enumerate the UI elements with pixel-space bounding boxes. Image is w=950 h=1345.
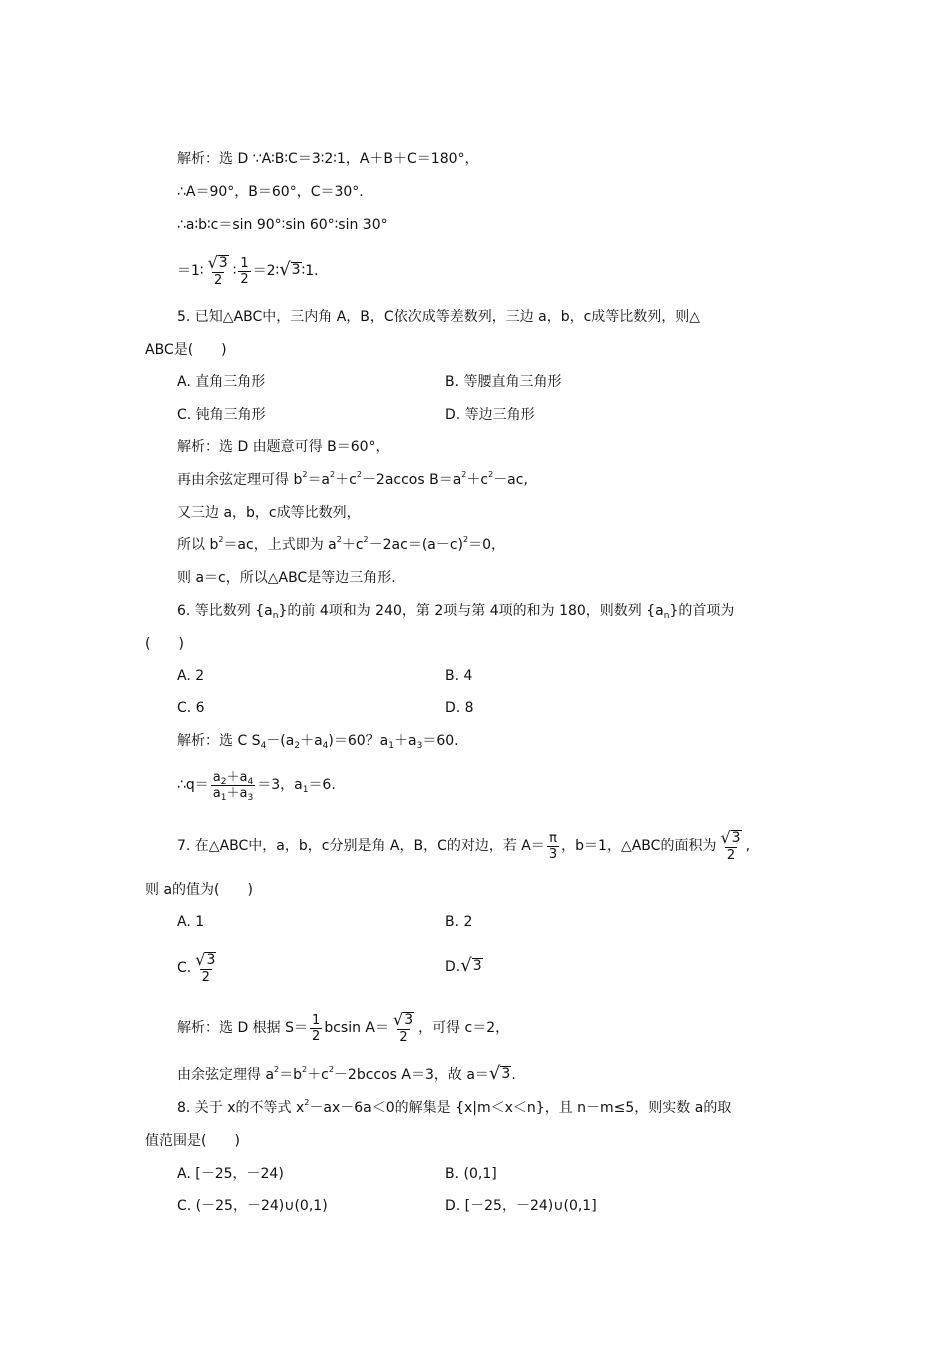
q8-option-d: D. [－25，－24)∪(0,1]: [445, 1198, 597, 1214]
q5-stem-line-1: 5. 已知△ABC中，三内角 A，B，C依次成等差数列，三边 a，b，c成等比数列，则△: [177, 309, 701, 325]
q6-option-a: A. 2: [177, 668, 205, 684]
q6-option-d: D. 8: [445, 700, 474, 716]
q6-option-b: B. 4: [445, 668, 473, 684]
q8-option-a: A. [－25，－24): [177, 1166, 284, 1182]
q7-option-a: A. 1: [177, 914, 205, 930]
q8-option-b: B. (0,1]: [445, 1166, 497, 1182]
sqrt-3: √ 3: [279, 259, 301, 280]
fraction-sqrt3-over-2: √ 3 2: [195, 949, 216, 985]
q6-stem-line-2: ( ): [145, 636, 184, 652]
q5-option-a: A. 直角三角形: [177, 374, 266, 390]
q7-solution-line-2: 由余弦定理得 $a^2=b^2+c^2-2bccos$ A＝3，故 a＝ √ 3 .: [177, 1063, 516, 1084]
sqrt-3: √ 3: [488, 1063, 511, 1084]
q5-option-b: B. 等腰直角三角形: [445, 374, 562, 390]
q4-solution-line-3: ∴a∶b∶c＝sin 90°∶sin 60°∶sin 30°: [177, 217, 388, 233]
q5-solution-line-1: 解析：选 D 由题意可得 B＝60°，: [177, 439, 390, 455]
q8-stem-line-2: 值范围是( ): [145, 1133, 240, 1149]
q7-option-b: B. 2: [445, 914, 473, 930]
q4-solution-line-4: ＝1∶ √ 3 2 ∶ $\frac{1}{2}$ ＝2∶ √ 3 ∶1.: [177, 252, 319, 288]
fraction-1-over-2: $\frac{1}{2}$: [240, 255, 249, 287]
fraction-pi-over-3: $\frac{\pi}{3}$: [548, 830, 558, 862]
q8-stem-line-1: 8. 关于 x的不等式 $x^2-ax-6a<0$的解集是 {x|m＜x＜n}，且 n－m≤5，则实数 a的取: [177, 1098, 732, 1116]
sqrt-3: √ 3: [460, 955, 482, 976]
q7-option-c: C. √ 3 2: [177, 946, 220, 990]
q5-stem-line-2: ABC是( ): [145, 342, 227, 358]
q4-solution-line-2: ∴A＝90°，B＝60°，C＝30°.: [177, 184, 364, 200]
q5-solution-line-2: 再由余弦定理可得 $b^2=a^2+c^2-2accos$ $B=a^2+c^2-ac$,: [177, 470, 528, 488]
q6-option-c: C. 6: [177, 700, 205, 716]
fraction-sqrt3-over-2: √ 3 2: [720, 827, 741, 863]
q5-solution-line-3: 又三边 a，b，c成等比数列，: [177, 505, 361, 521]
q5-solution-line-5: 则 a＝c，所以△ABC是等边三角形.: [177, 570, 396, 586]
fraction-q: $\frac{a_2+a_4}{a_1+a_3}$: [212, 769, 254, 803]
fraction-sqrt3-over-2: √ 3 2: [392, 1009, 414, 1045]
q6-solution-line-2: ∴q＝ $\frac{a_2+a_4}{a_1+a_3}$ ＝3，$a_1=6$.: [177, 769, 336, 803]
q5-option-d: D. 等边三角形: [445, 407, 535, 423]
q6-stem-line-1: 6. 等比数列 $\{a_n\}$的前 4项和为 240，第 2项与第 4项的和为 180，则数列 $\{a_n\}$的首项为: [177, 603, 735, 621]
q7-stem-line-1: 7. 在△ABC中，a，b，c分别是角 A，B，C的对边，若 A＝ $\frac{\pi}{3}$ ，b＝1，△ABC的面积为 √ 3 2 ,: [177, 827, 751, 863]
fraction-1-over-2: $\frac{1}{2}$: [312, 1012, 321, 1044]
q7-solution-line-1: 解析：选 D 根据 S＝ $\frac{1}{2}$ bcsin A＝ √ 3 2 ，可得 c＝2，: [177, 1009, 510, 1045]
fraction-sqrt3-over-2: √ 3 2: [207, 252, 228, 288]
q5-option-c: C. 钝角三角形: [177, 407, 266, 423]
q8-option-c: C. (－25，－24)∪(0,1): [177, 1198, 328, 1214]
q4-solution-line-1: 解析：选 D ∵A∶B∶C＝3∶2∶1，A＋B＋C＝180°，: [177, 151, 479, 167]
q6-solution-line-1: 解析：选 C $S_4-(a_2+a_4)=60$？$a_1+a_3=60$.: [177, 733, 459, 751]
q5-solution-line-4: 所以 $b^2=ac$，上式即为 $a^2+c^2-2ac=(a-c)^2=0$，: [177, 535, 506, 553]
sqrt-3: √ 3: [207, 252, 228, 272]
q7-stem-line-2: 则 a的值为( ): [145, 882, 253, 898]
q7-option-d: D. √ 3: [445, 955, 482, 976]
